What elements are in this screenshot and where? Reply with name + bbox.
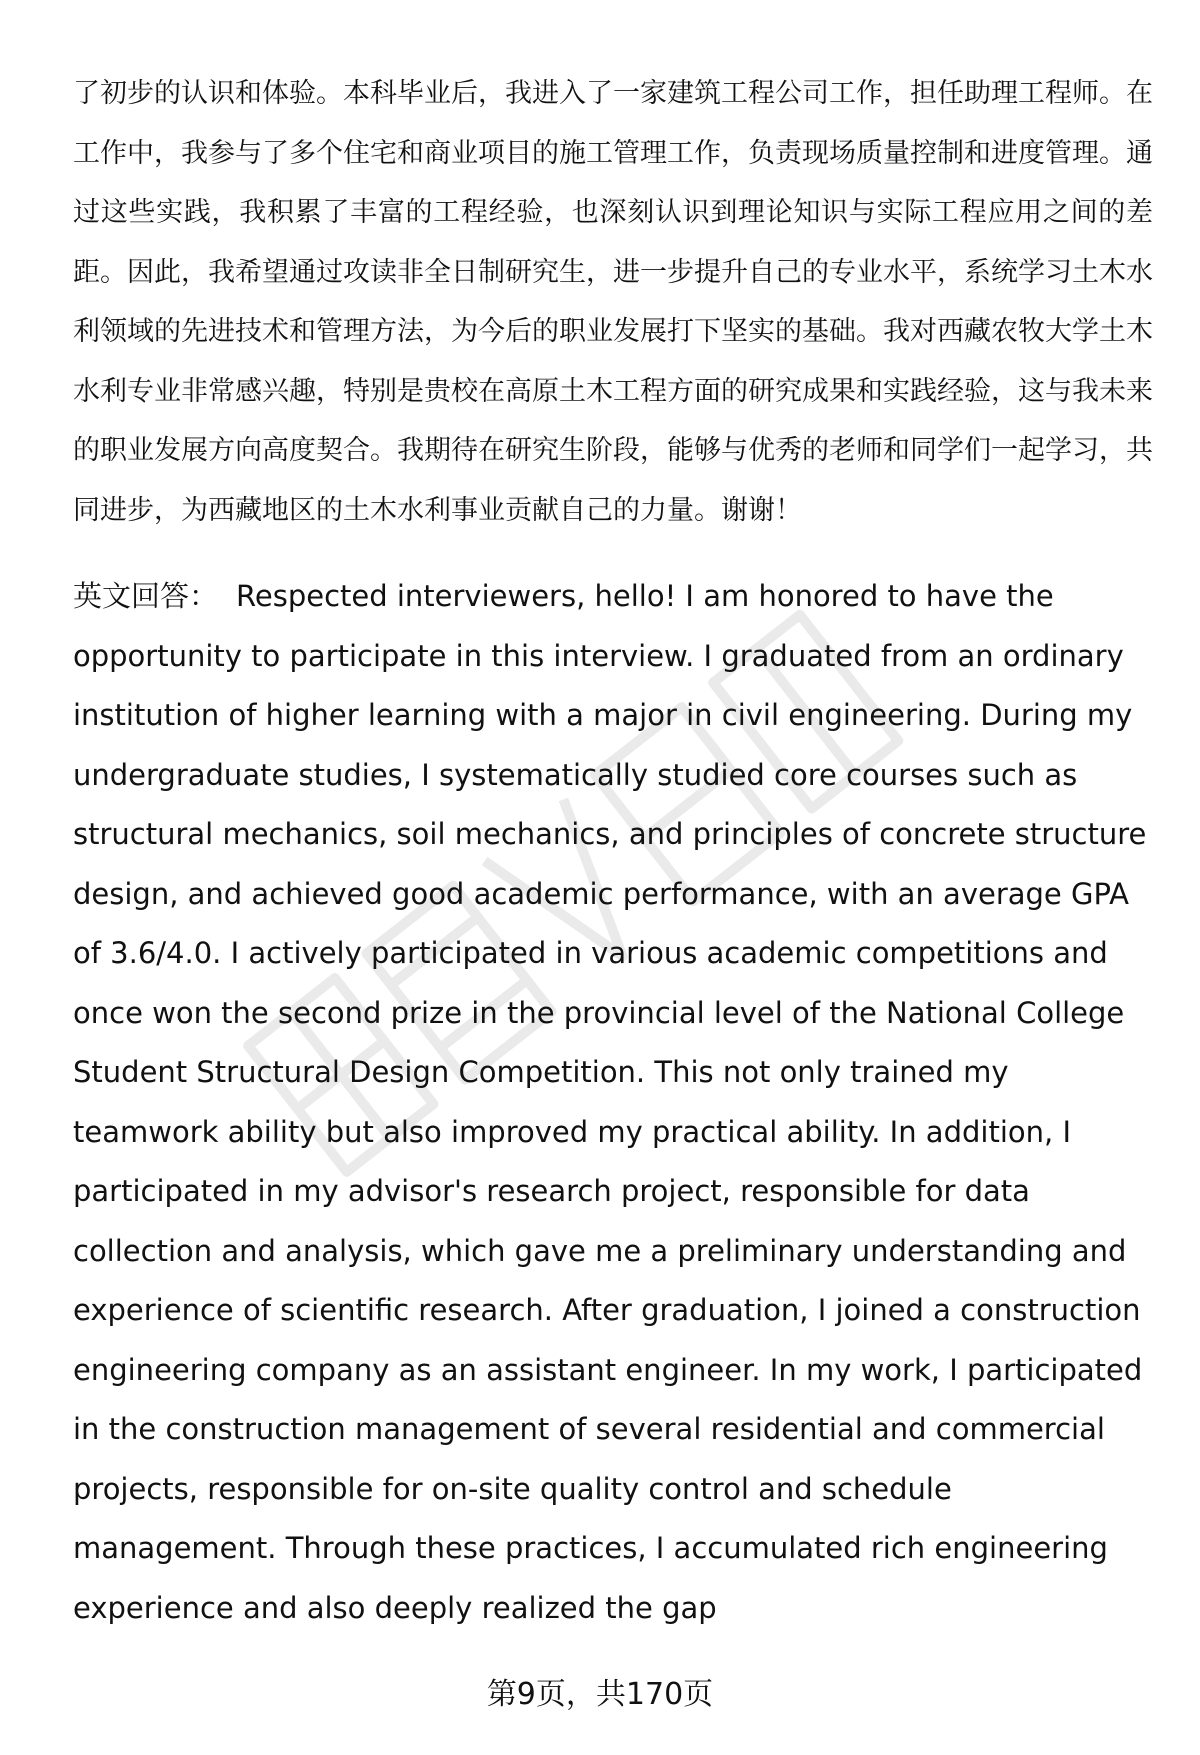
english-answer-text: Respected interviewers, hello! I am honored to have the opportunity to participate in this interview. I graduated from an ordinary institution of higher learning with a major in civil engineering. During my undergraduate studies, I systematically studied core courses such as structural mechanics, soil mechanics, and principles of concrete structure design, and achieved good academic performance, with an average GPA of 3.6/4.0. I actively participated in various academic competitions and once won the second prize in the provincial level of the National College Student Structural Design Competition. This not only trained my teamwork ability but also improved my practical ability. In addition, I participated in my advisor's research project, responsible for data collection and analysis, which gave me a preliminary understanding and experience of scientific research. After graduation, I joined a construction engineering company as an assistant engineer. In my work, I participated in the construction management of several residential and commercial projects, responsible for on-site quality control and schedule management. Through these practices, I accumulated rich engineering experience and also deeply realized the gap	[73, 579, 1147, 1625]
english-answer-paragraph	[73, 567, 1153, 1638]
english-answer-label: 英文回答：	[73, 579, 219, 613]
document-body	[73, 64, 1153, 1638]
chinese-paragraph: 了初步的认识和体验。本科毕业后，我进入了一家建筑工程公司工作，担任助理工程师。在工作中，我参与了多个住宅和商业项目的施工管理工作，负责现场质量控制和进度管理。通过这些实践，我积累了丰富的工程经验，也深刻认识到理论知识与实际工程应用之间的差距。因此，我希望通过攻读非全日制研究生，进一步提升自己的专业水平，系统学习土木水利领域的先进技术和管理方法，为今后的职业发展打下坚实的基础。我对西藏农牧大学土木水利专业非常感兴趣，特别是贵校在高原土木工程方面的研究成果和实践经验，这与我未来的职业发展方向高度契合。我期待在研究生阶段，能够与优秀的老师和同学们一起学习，共同进步，为西藏地区的土木水利事业贡献自己的力量。谢谢！	[73, 78, 1153, 526]
page-number: 第9页，共170页	[486, 1677, 714, 1712]
